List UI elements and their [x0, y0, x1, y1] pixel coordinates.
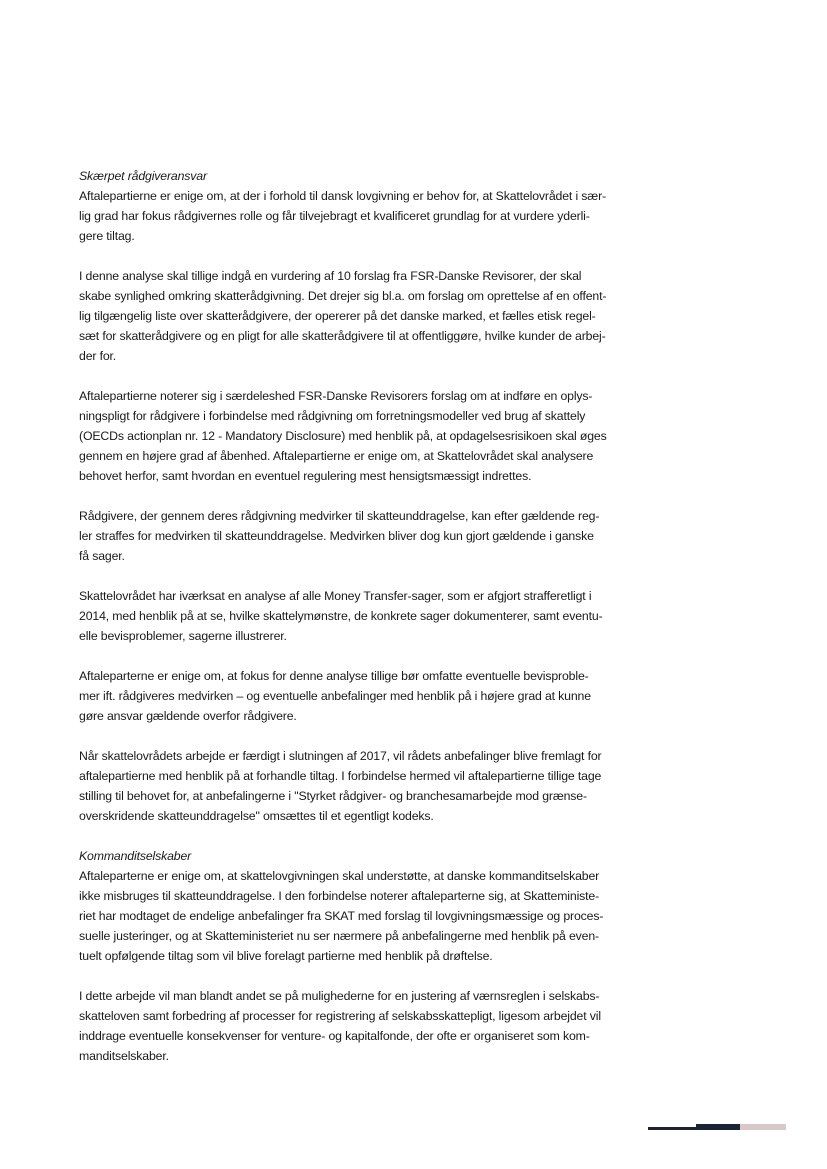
text-line: skatteloven samt forbedring af processer for registrering af selskabsskattepligt, ligesom arbejdet vil: [79, 1009, 601, 1023]
paragraph: [79, 506, 614, 566]
paragraph: [79, 986, 614, 1066]
text-line: riet har modtaget de endelige anbefalinger fra SKAT med forslag til lovgivningsmæssige og proces-: [79, 909, 604, 923]
paragraph: [79, 386, 614, 486]
text-line: tuelt opfølgende tiltag som vil blive forelagt partierne med henblik på drøftelse.: [79, 949, 493, 963]
text-line: I denne analyse skal tillige indgå en vurdering af 10 forslag fra FSR-Danske Revisorer, der skal: [79, 269, 582, 283]
text-line: overskridende skatteunddragelse" omsættes til et egentligt kodeks.: [79, 809, 434, 823]
text-line: skabe synlighed omkring skatterådgivning. Det drejer sig bl.a. om forslag om oprettelse af en offent-: [79, 289, 607, 303]
document-body: [79, 166, 614, 1086]
text-line: Aftalepartierne noterer sig i særdeleshed FSR-Danske Revisorers forslag om at indføre en oplys-: [79, 389, 593, 403]
paragraph: [79, 586, 614, 646]
paragraph: [79, 746, 614, 826]
paragraph: [79, 266, 614, 366]
section-heading: Kommanditselskaber: [79, 849, 192, 863]
text-line: mer ift. rådgiveres medvirken – og eventuelle anbefalinger med henblik på i højere grad at kunne: [79, 689, 591, 703]
text-line: Når skattelovrådets arbejde er færdigt i slutningen af 2017, vil rådets anbefalinger blive fremlagt for: [79, 749, 602, 763]
text-line: Rådgivere, der gennem deres rådgivning medvirker til skatteunddragelse, kan efter gældende reg-: [79, 509, 600, 523]
text-line: få sager.: [79, 549, 125, 563]
text-line: Aftalepartierne er enige om, at der i forhold til dansk lovgivning er behov for, at Skattelovrådet i sær-: [79, 189, 606, 203]
text-line: stilling til behovet for, at anbefalingerne i "Styrket rådgiver- og branchesamarbejde mod grænse-: [79, 789, 587, 803]
text-line: ningspligt for rådgivere i forbindelse med rådgivning om forretningsmodeller ved brug af skattely: [79, 409, 586, 423]
text-line: sæt for skatterådgivere og en pligt for alle skatterådgivere til at offentliggøre, hvilke kunder de arbej-: [79, 329, 606, 343]
text-line: lig tilgængelig liste over skatterådgivere, der opererer på det danske marked, et fælles etisk regel-: [79, 309, 596, 323]
text-line: aftalepartierne med henblik på at forhandle tiltag. I forbindelse hermed vil aftalepartierne tillige tage: [79, 769, 602, 783]
footer-bar-dark-segment: [696, 1124, 740, 1130]
text-line: elle bevisproblemer, sagerne illustrerer.: [79, 629, 287, 643]
section-heading: Skærpet rådgiveransvar: [79, 169, 207, 183]
text-line: gøre ansvar gældende overfor rådgivere.: [79, 709, 297, 723]
footer-bar-thin-segment: [648, 1127, 696, 1130]
text-line: inddrage eventuelle konsekvenser for venture- og kapitalfonde, der ofte er organiseret som kom-: [79, 1029, 590, 1043]
text-line: gere tiltag.: [79, 229, 135, 243]
text-line: ikke misbruges til skatteunddragelse. I den forbindelse noterer aftaleparterne sig, at Skatteministe-: [79, 889, 600, 903]
footer-bar-light-segment: [740, 1124, 786, 1130]
text-line: 2014, med henblik på at se, hvilke skattelymønstre, de konkrete sager dokumenterer, samt eventu-: [79, 609, 603, 623]
paragraph: [79, 866, 614, 966]
text-line: ler straffes for medvirken til skatteunddragelse. Medvirken bliver dog kun gjort gældende i ganske: [79, 529, 594, 543]
text-line: Aftaleparterne er enige om, at fokus for denne analyse tillige bør omfatte eventuelle bevisproble-: [79, 669, 589, 683]
text-line: manditselskaber.: [79, 1049, 169, 1063]
text-line: I dette arbejde vil man blandt andet se på mulighederne for en justering af værnsreglen i selskabs-: [79, 989, 600, 1003]
paragraph: [79, 186, 614, 246]
text-line: suelle justeringer, og at Skatteministeriet nu ser nærmere på anbefalingerne med henblik på even-: [79, 929, 599, 943]
text-line: (OECDs actionplan nr. 12 - Mandatory Disclosure) med henblik på, at opdagelsesrisikoen skal øges: [79, 429, 607, 443]
footer-decoration-bar: [648, 1124, 788, 1132]
paragraph: [79, 666, 614, 726]
text-line: Aftaleparterne er enige om, at skattelovgivningen skal understøtte, at danske kommanditselskaber: [79, 869, 600, 883]
text-line: lig grad har fokus rådgivernes rolle og får tilvejebragt et kvalificeret grundlag for at vurdere yderli-: [79, 209, 590, 223]
text-line: der for.: [79, 349, 117, 363]
text-line: gennem en højere grad af åbenhed. Aftalepartierne er enige om, at Skattelovrådet skal analysere: [79, 449, 594, 463]
text-line: Skattelovrådet har iværksat en analyse af alle Money Transfer-sager, som er afgjort strafferetligt i: [79, 589, 592, 603]
text-line: behovet herfor, samt hvordan en eventuel regulering mest hensigtsmæssigt indrettes.: [79, 469, 532, 483]
